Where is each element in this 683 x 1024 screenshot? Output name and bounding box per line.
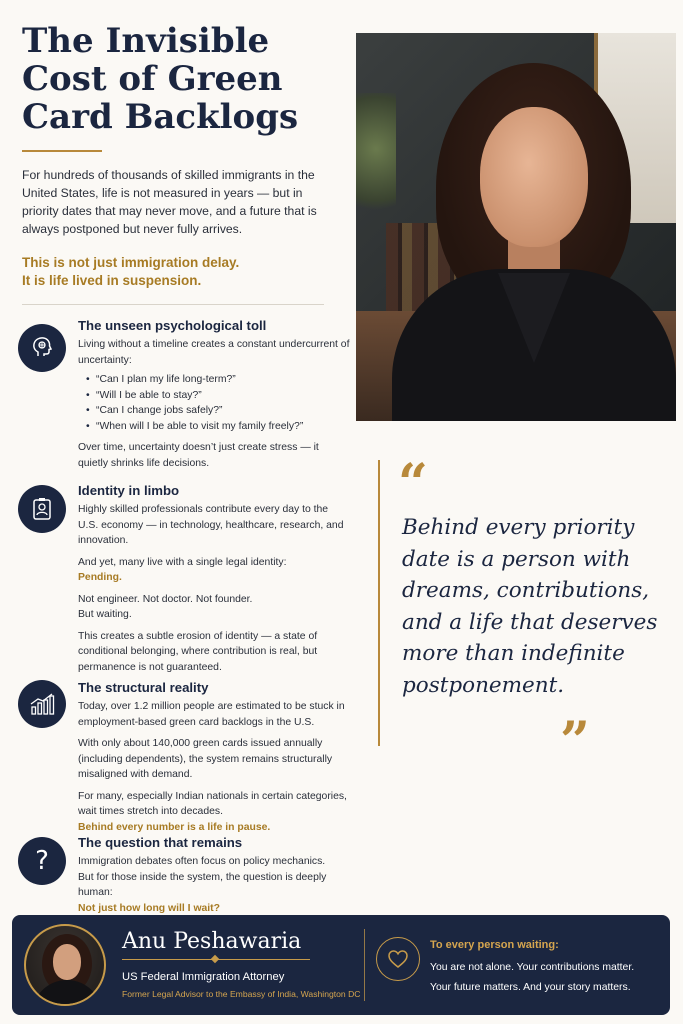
author-role: US Federal Immigration Attorney [122, 971, 285, 983]
section-text: This creates a subtle erosion of identity — a state of conditional belonging, where contribution is real, but permanence is not guaranteed. [78, 630, 318, 673]
section-text: For many, especially Indian nationals in certain categories, wait times stretch into decades. Behind every number is a life in pause. [78, 790, 347, 833]
section-text: Not engineer. Not doctor. Not founder. But waiting. [78, 593, 253, 620]
heart-icon [376, 937, 420, 981]
highlight-text: Behind every number is a life in pause. [78, 821, 271, 833]
message-line-1: You are not alone. Your contributions matter. [430, 962, 635, 973]
quote-bar [378, 460, 380, 746]
section-text: And yet, many live with a single legal identity: Pending. [78, 556, 287, 583]
page-title: The Invisible Cost of Green Card Backlogs [22, 21, 299, 137]
emphasis-line-2: It is life lived in suspension. [22, 273, 202, 288]
footer-divider [364, 929, 365, 1001]
message-line-2: Your future matters. And your story matters. [430, 982, 631, 993]
author-previous-role: Former Legal Advisor to the Embassy of India, Washington DC [122, 989, 361, 999]
emphasis-line-1: This is not just immigration delay. [22, 255, 240, 270]
intro-paragraph: For hundreds of thousands of skilled immigrants in the United States, life is not measured in years — but in priority dates that may never move, and a future that is always postponed but never fully arrives. [22, 168, 317, 236]
section-text: Highly skilled professionals contribute every day to the U.S. economy — in technology, healthcare, research, and innovation. [78, 504, 344, 546]
section-heading: The question that remains [78, 835, 243, 850]
list-item: • “Will I be able to stay?” [86, 388, 350, 404]
section-text: Today, over 1.2 million people are estimated to be stuck in employment-based green card backlogs in the U.S. [78, 701, 345, 728]
attorney-portrait-photo [356, 33, 676, 421]
close-quote-icon: ” [560, 711, 590, 772]
author-name: Anu Peshawaria [122, 929, 302, 954]
question-mark-icon: ? [18, 837, 66, 885]
section-heading: Identity in limbo [78, 483, 180, 498]
emphasis-statement [22, 254, 322, 290]
section-text: Living without a timeline creates a constant undercurrent of uncertainty: [78, 339, 350, 366]
section-text: Immigration debates often focus on policy mechanics. But for those inside the system, the question is deeply human: Not just how long will I wait? [78, 854, 350, 932]
section-text: With only about 140,000 green cards issued annually (including dependents), the system remains structurally misaligned with demand. [78, 738, 333, 780]
list-item: • “Can I change jobs safely?” [86, 403, 350, 419]
message-heading: To every person waiting: [430, 939, 559, 951]
section-heading: The unseen psychological toll [78, 318, 267, 333]
bar-chart-icon [18, 680, 66, 728]
title-underline [22, 150, 102, 152]
pending-label: Pending. [78, 572, 122, 583]
section-text: Over time, uncertainty doesn’t just create stress — it quietly shrinks life decisions. [78, 442, 319, 469]
avatar [24, 924, 106, 1006]
section-heading: The structural reality [78, 680, 209, 695]
section-divider [22, 304, 324, 305]
pull-quote: Behind every priority date is a person with dreams, contributions, and a life that deserves more than indefinite postponement. [402, 515, 658, 698]
question-list [86, 372, 350, 434]
highlight-question-1: Not just how long will I wait? [78, 902, 220, 914]
diamond-ornament-icon [211, 955, 219, 963]
list-item: • “Can I plan my life long-term?” [86, 372, 350, 388]
author-footer [12, 915, 670, 1015]
head-icon [18, 324, 66, 372]
open-quote-icon: “ [398, 453, 428, 514]
list-item: • “When will I be able to visit my family freely?” [86, 419, 350, 435]
id-badge-icon [18, 485, 66, 533]
